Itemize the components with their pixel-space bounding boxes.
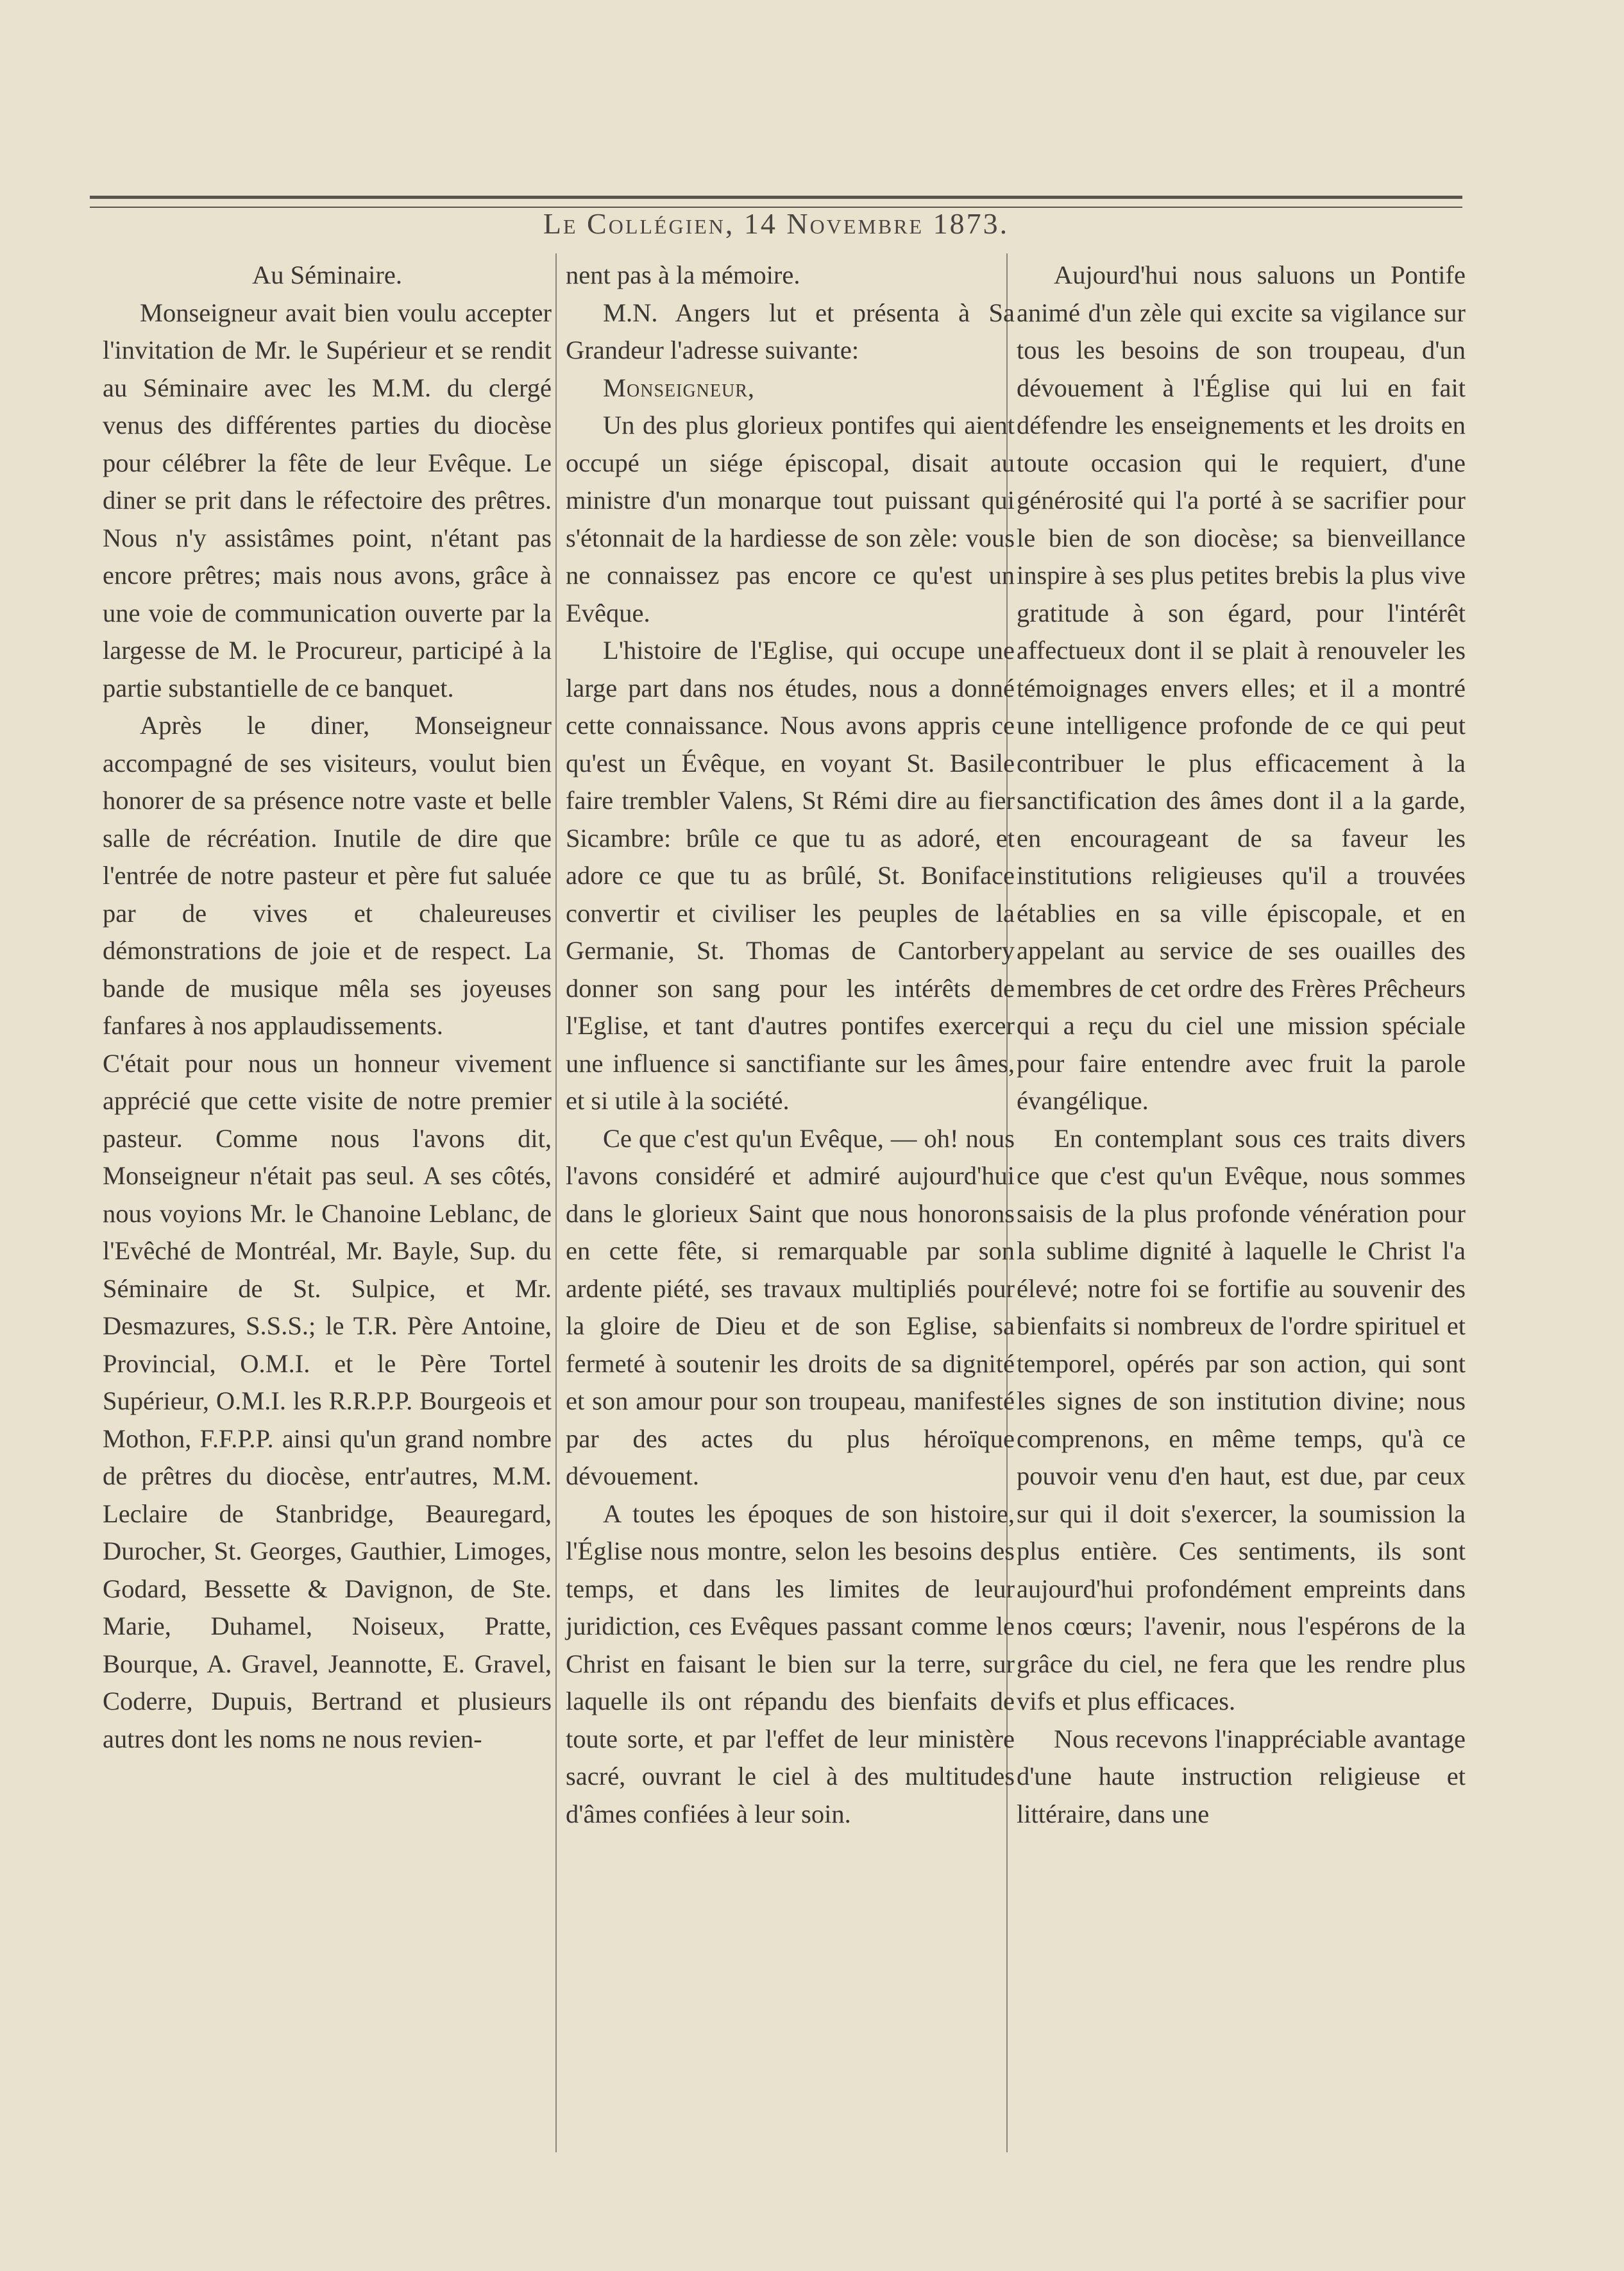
header-rule-thick (90, 196, 1462, 199)
paragraph: Nous recevons l'inappréciable avantage d'une haute instruction religieuse et littéraire, dans une (1017, 1724, 1466, 1828)
paragraph: A toutes les époques de son histoire, l'Église nous montre, selon les besoins des temps, et dans les limites de leur juridiction, ces Evêques passant comme le Christ en faisant le bien sur la terre, sur laquelle ils ont répandu des bienfaits de toute sorte, et par l'effet de leur ministère sacré, ouvrant le ciel à des multitudes d'âmes confiées à leur soin. (566, 1499, 1015, 1828)
running-head: Le Collégien, 14 Novembre 1873. (543, 207, 1010, 240)
column-2 (566, 257, 1015, 1833)
paragraph: Aujourd'hui nous saluons un Pontife animé d'un zèle qui excite sa vigilance sur tous les besoins de son troupeau, d'un dévouement à l'Église qui lui en fait défendre les enseignements et les droits en toute occasion qui le requiert, d'une générosité qui l'a porté à se sacrifier pour le bien de son diocèse; sa bienveillance inspire à ses plus petites brebis la plus vive gratitude à son égard, pour l'intérêt affectueux dont il se plait à renouveler les témoignages envers elles; et il a montré une intelligence profonde de ce qui peut contribuer le plus efficacement à la sanctification des âmes dont il a la garde, en encourageant de sa faveur les institutions religieuses qu'il a trouvées établies en sa ville épiscopale, et en appelant au service de ses ouailles des membres de cet ordre des Frères Prêcheurs qui a reçu du ciel une mission spéciale pour faire entendre avec fruit la parole évangélique. (1017, 260, 1466, 1115)
paragraph: En contemplant sous ces traits divers ce que c'est qu'un Evêque, nous sommes saisis de la plus profonde vénération pour la sublime dignité à laquelle le Christ l'a élevé; notre foi se fortifie au souvenir des bienfaits si nombreux de l'ordre spirituel et temporel, opérés par son action, qui sont les signes de son institution divine; nous comprenons, en même temps, qu'à ce pouvoir venu d'en haut, est due, par ceux sur qui il doit s'exercer, la soumission la plus entière. Ces sentiments, ils sont aujourd'hui profondément empreints dans nos cœurs; l'avenir, nous l'espérons de la grâce du ciel, ne fera que les rendre plus vifs et plus efficaces. (1017, 1123, 1466, 1715)
paragraph: C'était pour nous un honneur vivement apprécié que cette visite de notre premier pasteur. Comme nous l'avons dit, Monseigneur n'était pas seul. A ses côtés, nous voyions Mr. le Chanoine Leblanc, de l'Evêché de Montréal, Mr. Bayle, Sup. du Séminaire de St. Sulpice, et Mr. Desmazures, S.S.S.; le T.R. Père Antoine, Provincial, O.M.I. et le Père Tortel Supérieur, O.M.I. les R.R.P.P. Bourgeois et Mothon, F.F.P.P. ainsi qu'un grand nombre de prêtres du diocèse, entr'autres, M.M. Leclaire de Stanbridge, Beauregard, Durocher, St. Georges, Gauthier, Limoges, Godard, Bessette & Davignon, de Ste. Marie, Duhamel, Noiseux, Pratte, Bourque, A. Gravel, Jeannotte, E. Gravel, Coderre, Dupuis, Bertrand et plusieurs autres dont les noms ne nous revien- (103, 1048, 552, 1753)
column-3 (1017, 257, 1466, 1833)
paragraph: Monseigneur avait bien voulu accepter l'invitation de Mr. le Supérieur et se rendit au Séminaire avec les M.M. du clergé venus des différentes parties du diocèse pour célébrer la fête de leur Evêque. Le diner se prit dans le réfectoire des prêtres. Nous n'y assistâmes point, n'étant pas encore prêtres; mais nous avons, grâce à une voie de communication ouverte par la largesse de M. le Procureur, participé à la partie substantielle de ce banquet. (103, 298, 552, 702)
salutation: Monseigneur, (603, 373, 756, 402)
section-heading: Au Séminaire. (252, 260, 402, 289)
column-1 (103, 257, 552, 1758)
paragraph: Ce que c'est qu'un Evêque, — oh! nous l'avons considéré et admiré aujourd'hui dans le glorieux Saint que nous honorons en cette fête, si remarquable par son ardente piété, ses travaux multipliés pour la gloire de Dieu et de son Eglise, sa fermeté à soutenir les droits de sa dignité et son amour pour son troupeau, manifesté par des actes du plus héroïque dévouement. (566, 1123, 1015, 1490)
paragraph: Un des plus glorieux pontifes qui aient occupé un siége épiscopal, disait au ministre d'un monarque tout puissant qui s'étonnait de la hardiesse de son zèle: vous ne connaissez pas encore ce qu'est un Evêque. (566, 411, 1015, 627)
column-divider (555, 253, 557, 2152)
paragraph: Après le diner, Monseigneur accompagné de ses visiteurs, voulut bien honorer de sa présence notre vaste et belle salle de récréation. Inutile de dire que l'entrée de notre pasteur et père fut saluée par de vives et chaleureuses démonstrations de joie et de respect. La bande de musique mêla ses joyeuses fanfares à nos applaudissements. (103, 711, 552, 1040)
paragraph: M.N. Angers lut et présenta à Sa Grandeur l'adresse suivante: (566, 298, 1015, 364)
paragraph: L'histoire de l'Eglise, qui occupe une large part dans nos études, nous a donné cette connaissance. Nous avons appris ce qu'est un Évêque, en voyant St. Basile faire trembler Valens, St Rémi dire au fier Sicambre: brûle ce que tu as adoré, et adore ce que tu as brûlé, St. Boniface convertir et civiliser les peuples de la Germanie, St. Thomas de Cantorbery donner son sang pour les intérêts de l'Eglise, et tant d'autres pontifes exercer une influence si sanctifiante sur les âmes, et si utile à la société. (566, 636, 1015, 1115)
paragraph: nent pas à la mémoire. (566, 260, 800, 289)
